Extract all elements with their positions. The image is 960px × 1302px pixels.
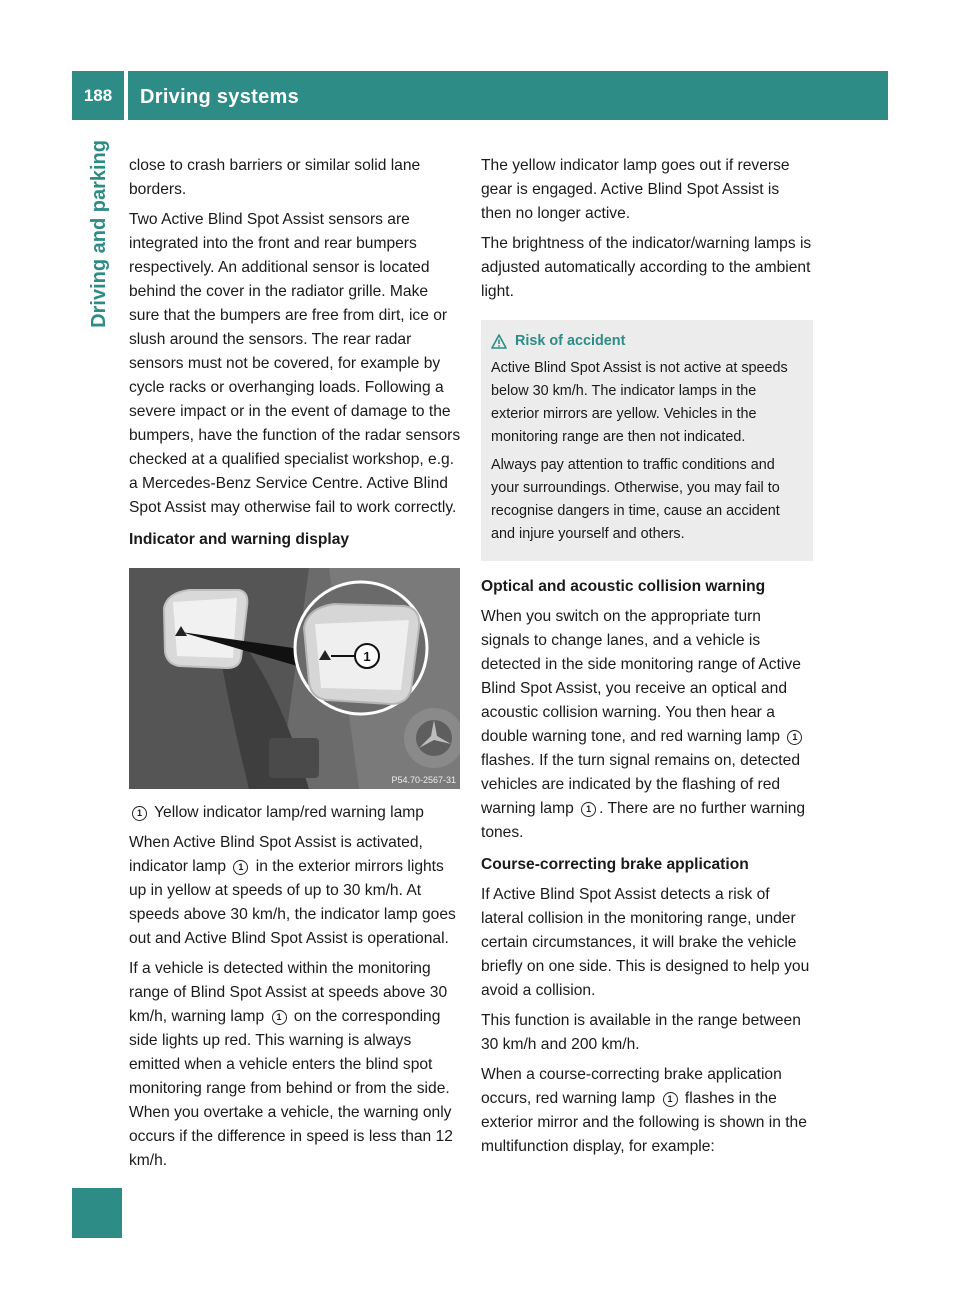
right-paragraph-5: This function is available in the range between 30 km/h and 200 km/h. (481, 1012, 801, 1053)
mirror-figure (129, 568, 460, 789)
collision-warning-heading: Optical and acoustic collision warning (481, 578, 766, 595)
callout-1-icon: 1 (663, 1092, 678, 1107)
text-segment: When a course-correcting brake application occurs, red warning lamp (481, 1066, 782, 1107)
text-segment: on the corresponding side lights up red. This warning is always emitted when a vehicle enters the blind spot monitoring range from behind or from the side. When you overtake a vehicle, the warning only occurs if the difference in speed is less than 12 km/h. (129, 1008, 453, 1169)
text-segment: If a vehicle is detected within the monitoring range of Blind Spot Assist at speeds above 30 km/h, warning lamp (129, 960, 448, 1025)
mirror-illustration (129, 568, 460, 789)
right-column (481, 154, 813, 1165)
side-tab (72, 140, 122, 380)
right-paragraph-4: If Active Blind Spot Assist detects a risk of lateral collision in the monitoring range, under certain circumstances, it will brake the vehicle briefly on one side. This is designed to help you avoid a collision. (481, 886, 810, 999)
caption-text: Yellow indicator lamp/red warning lamp (154, 804, 424, 821)
callout-1-icon: 1 (272, 1010, 287, 1025)
left-paragraph-4 (129, 957, 461, 1173)
warning-paragraph-2: Always pay attention to traffic conditions and your surroundings. Otherwise, you may fail to recognise dangers in time, cause an accident and injure yourself and others. (491, 457, 780, 542)
warning-title-row (491, 330, 803, 353)
section-title: Driving systems (140, 86, 300, 108)
figure-callout: 1 (363, 649, 371, 664)
figure-caption (129, 801, 461, 825)
left-paragraph-2: Two Active Blind Spot Assist sensors are integrated into the front and rear bumpers respectively. An additional sensor is located behind the cover in the radiator grille. Make sure that the bumpers are free from dirt, ice or slush around the sensors. The rear radar sensors must not be covered, for example by cycle racks or overhanging loads. Following a severe impact or in the event of damage to the bumpers, have the function of the radar sensors checked at a qualified specialist workshop, e.g. a Mercedes-Benz Service Centre. Active Blind Spot Assist may otherwise fail to work correctly. (129, 211, 461, 516)
right-paragraph-3 (481, 605, 813, 845)
text-segment: When Active Blind Spot Assist is activated, indicator lamp (129, 834, 423, 875)
side-tab-label: Driving and parking (88, 140, 110, 328)
right-paragraph-2: The brightness of the indicator/warning lamps is adjusted automatically according to the ambient light. (481, 235, 812, 300)
callout-1-icon: 1 (787, 730, 802, 745)
side-tab-block (72, 1188, 122, 1238)
right-paragraph-6 (481, 1063, 813, 1159)
page-number: 188 (83, 86, 113, 105)
text-segment: When you switch on the appropriate turn signals to change lanes, and a vehicle is detected in the side monitoring range of Active Blind Spot Assist, you receive an optical and acoustic collision warning. You then hear a double warning tone, and red warning lamp (481, 608, 801, 745)
right-paragraph-1: The yellow indicator lamp goes out if reverse gear is engaged. Active Blind Spot Assist is then no longer active. (481, 157, 790, 222)
left-column (129, 154, 461, 1179)
warning-paragraph-1: Active Blind Spot Assist is not active at speeds below 30 km/h. The indicator lamps in the exterior mirrors are yellow. Vehicles in the monitoring range are then not indicated. (491, 360, 788, 445)
callout-1-icon: 1 (233, 860, 248, 875)
text-segment: . There are no further warning tones. (481, 800, 806, 841)
text-segment: flashes in the exterior mirror and the following is shown in the multifunction display, for example: (481, 1090, 807, 1155)
left-paragraph-1: close to crash barriers or similar solid lane borders. (129, 157, 421, 198)
left-paragraph-3 (129, 831, 461, 951)
warning-title: Risk of accident (515, 333, 626, 349)
brake-application-heading: Course-correcting brake application (481, 856, 749, 873)
text-segment: flashes. If the turn signal remains on, detected vehicles are indicated by the flashing of red warning lamp (481, 752, 800, 817)
header-separator (124, 71, 128, 120)
callout-1-icon: 1 (581, 802, 596, 817)
indicator-heading: Indicator and warning display (129, 531, 350, 548)
warning-triangle-icon (491, 334, 507, 349)
callout-1-icon: 1 (132, 806, 147, 821)
text-segment: in the exterior mirrors lights up in yellow at speeds of up to 30 km/h. At speeds above 30 km/h, the indicator lamp goes out and Active Blind Spot Assist is operational. (129, 858, 456, 947)
figure-code: P54.70-2567-31 (391, 775, 456, 785)
warning-box (481, 320, 813, 561)
